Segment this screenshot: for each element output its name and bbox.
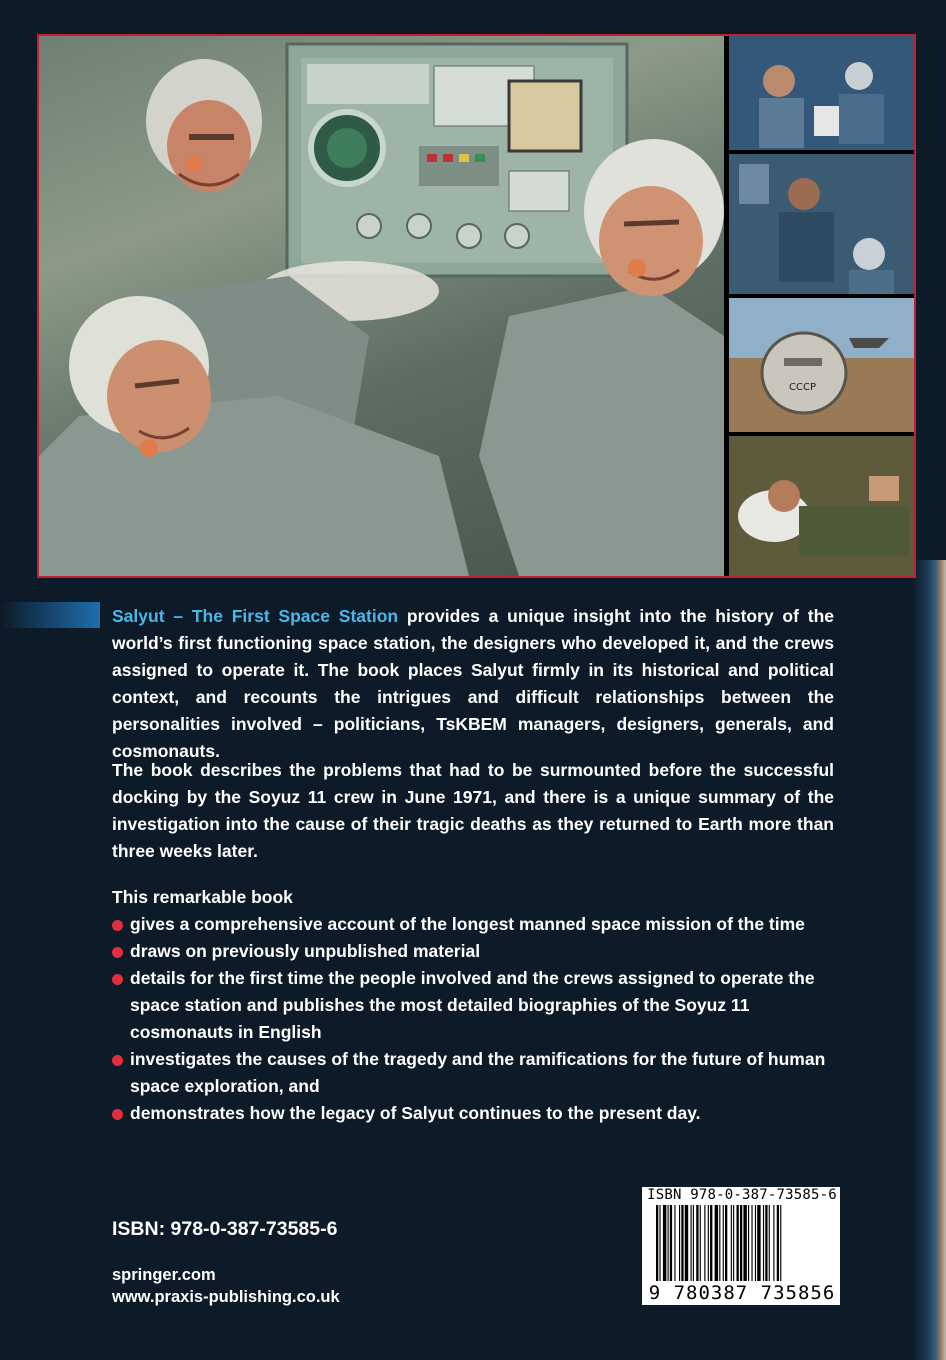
barcode-bar bbox=[740, 1205, 742, 1281]
barcode-bar bbox=[708, 1205, 709, 1281]
barcode-bar bbox=[681, 1205, 683, 1281]
barcode-bar bbox=[777, 1205, 779, 1281]
book-title: Salyut – The First Space Station bbox=[112, 606, 399, 626]
barcode-bar bbox=[763, 1205, 764, 1281]
barcode-digits: 9 780387 735856 bbox=[648, 1282, 836, 1304]
bullet-icon bbox=[112, 1055, 123, 1066]
photo-collage bbox=[37, 34, 916, 578]
list-item: draws on previously unpublished material bbox=[112, 938, 834, 965]
isbn-label: ISBN: 978-0-387-73585-6 bbox=[112, 1218, 338, 1240]
bullet-icon bbox=[112, 947, 123, 958]
barcode-bar bbox=[765, 1205, 767, 1281]
earth-edge-decoration bbox=[912, 560, 946, 1360]
barcode-bar bbox=[715, 1205, 718, 1281]
barcode bbox=[642, 1187, 840, 1305]
barcode-bar bbox=[719, 1205, 720, 1281]
landed-capsule-illustration bbox=[729, 298, 914, 432]
publisher-urls bbox=[112, 1264, 340, 1308]
barcode-bar bbox=[659, 1205, 660, 1281]
barcode-bar bbox=[670, 1205, 672, 1281]
barcode-bar bbox=[674, 1205, 675, 1281]
barcode-bar bbox=[704, 1205, 705, 1281]
barcode-bar bbox=[755, 1205, 756, 1281]
cosmonaut-crew-illustration bbox=[39, 36, 724, 576]
barcode-bar bbox=[696, 1205, 698, 1281]
barcode-bar bbox=[751, 1205, 752, 1281]
barcode-bar bbox=[710, 1205, 712, 1281]
barcode-bar bbox=[733, 1205, 734, 1281]
landed-capsule-photo bbox=[729, 298, 914, 432]
list-item: gives a comprehensive account of the longest manned space mission of the time bbox=[112, 911, 834, 938]
bullet-icon bbox=[112, 974, 123, 985]
barcode-bar bbox=[685, 1205, 688, 1281]
list-item: demonstrates how the legacy of Salyut continues to the present day. bbox=[112, 1100, 834, 1127]
intro-paragraph bbox=[112, 603, 834, 765]
features-block bbox=[112, 884, 834, 1127]
barcode-isbn-text: ISBN 978-0-387-73585-6 bbox=[647, 1187, 837, 1203]
list-item: details for the first time the people involved and the crews assigned to operate the space station and publishes the most detailed biographies of the Soyuz 11 cosmonauts in English bbox=[112, 965, 834, 1046]
recovered-cosmonaut-photo bbox=[729, 436, 914, 576]
accent-band bbox=[0, 602, 100, 628]
crew-at-console-photo bbox=[729, 154, 914, 294]
list-intro: This remarkable book bbox=[112, 887, 293, 907]
bullet-icon bbox=[112, 920, 123, 931]
description-paragraph: The book describes the problems that had to be surmounted before the successful docking by the Soyuz 11 crew in June 1971, and there is a unique summary of the investigation into the cause of their tragic deaths as they returned to Earth more than three weeks later. bbox=[112, 760, 834, 861]
barcode-bar bbox=[769, 1205, 770, 1281]
praxis-url[interactable]: www.praxis-publishing.co.uk bbox=[112, 1288, 340, 1306]
cosmonaut-crew-photo bbox=[39, 36, 724, 576]
barcode-bar bbox=[656, 1205, 658, 1281]
barcode-bar bbox=[691, 1205, 692, 1281]
crew-in-cabin-illustration bbox=[729, 36, 914, 150]
barcode-bar bbox=[679, 1205, 680, 1281]
barcode-bar bbox=[723, 1205, 724, 1281]
barcode-bar bbox=[773, 1205, 774, 1281]
barcode-bar bbox=[668, 1205, 669, 1281]
capsule-marking: CCCP bbox=[789, 382, 816, 393]
barcode-bar bbox=[725, 1205, 727, 1281]
barcode-bar bbox=[743, 1205, 746, 1281]
barcode-bar bbox=[693, 1205, 694, 1281]
crew-in-cabin-photo bbox=[729, 36, 914, 150]
crew-at-console-illustration bbox=[729, 154, 914, 294]
intro-text: provides a unique insight into the history of the world’s first functioning space station, the designers who developed it, and the crews assigned to operate it. The book places Salyut firmly in its historical and political context, and recounts the intrigues and difficult relationships between the personalities involved – politicians, TsKBEM managers, designers, generals, and cosmonauts. bbox=[112, 606, 834, 761]
barcode-bar bbox=[731, 1205, 732, 1281]
features-list bbox=[112, 911, 834, 1127]
recovered-cosmonaut-illustration bbox=[729, 436, 914, 576]
springer-url[interactable]: springer.com bbox=[112, 1266, 216, 1284]
barcode-bar bbox=[748, 1205, 749, 1281]
barcode-bar bbox=[780, 1205, 781, 1281]
barcode-bar bbox=[737, 1205, 739, 1281]
bullet-icon bbox=[112, 1109, 123, 1120]
barcode-bar bbox=[663, 1205, 666, 1281]
list-item: investigates the causes of the tragedy and the ramifications for the future of human space exploration, and bbox=[112, 1046, 834, 1100]
barcode-bar bbox=[757, 1205, 760, 1281]
barcode-bar bbox=[700, 1205, 701, 1281]
